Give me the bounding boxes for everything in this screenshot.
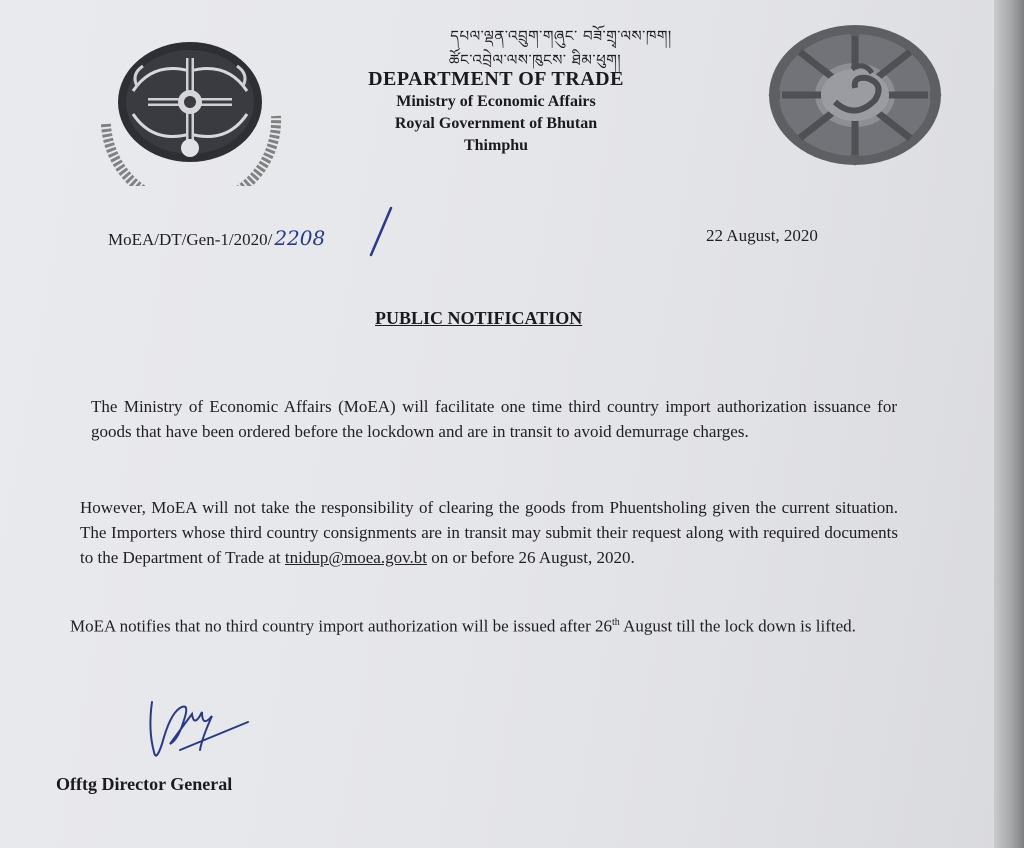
reference-prefix: MoEA/DT/Gen-1/2020/ bbox=[108, 230, 273, 249]
royal-emblem-icon bbox=[98, 36, 283, 191]
handwritten-reference-number: 2208 bbox=[274, 226, 326, 250]
dharma-wheel-icon bbox=[762, 22, 952, 177]
reference-number bbox=[108, 226, 325, 250]
tibetan-header-line-1: དཔལ་ལྡན་འབྲུག་གཞུང་ བཟོ་གྲྭ་ལས་ཁག། bbox=[450, 27, 672, 45]
contact-email-link[interactable]: tnidup@moea.gov.bt bbox=[284, 548, 427, 567]
paragraph-2 bbox=[80, 495, 898, 570]
paragraph-2-deadline: on or before 26 August, 2020. bbox=[426, 548, 635, 567]
government-name: Royal Government of Bhutan bbox=[394, 115, 598, 132]
signatory-title: Offtg Director General bbox=[56, 774, 233, 794]
tibetan-header-line-2: ཚོང་འབྲེལ་ལས་ཁུངས་ ཐིམ་ཕུག། bbox=[448, 51, 622, 69]
city-name: Thimphu bbox=[463, 137, 529, 154]
department-name: DEPARTMENT OF TRADE bbox=[368, 68, 624, 90]
ordinal-suffix: th bbox=[612, 617, 620, 628]
notice-title: PUBLIC NOTIFICATION bbox=[375, 308, 583, 328]
paragraph-3 bbox=[70, 610, 900, 639]
ministry-name: Ministry of Economic Affairs bbox=[396, 93, 596, 110]
paragraph-2-text: However, MoEA will not take the responsibility of clearing the goods from Phuentsholing given the current situation. The Importers whose third country consignments are in transit may submit their request along with required documents to the Department of Trade at bbox=[80, 498, 898, 567]
page-edge-shadow bbox=[994, 0, 1024, 848]
paragraph-3-tail: August till the lock down is lifted. bbox=[619, 616, 856, 636]
notice-date: 22 August, 2020 bbox=[706, 226, 818, 245]
signature-icon bbox=[130, 690, 260, 785]
paragraph-1: The Ministry of Economic Affairs (MoEA) will facilitate one time third country import authorization issuance for goods that have been ordered before the lockdown and are in transit to avoid demurrage charges. bbox=[91, 397, 897, 441]
paragraph-3-text: MoEA notifies that no third country import authorization will be issued after 26 bbox=[70, 616, 613, 636]
pen-slash-mark bbox=[365, 205, 395, 265]
